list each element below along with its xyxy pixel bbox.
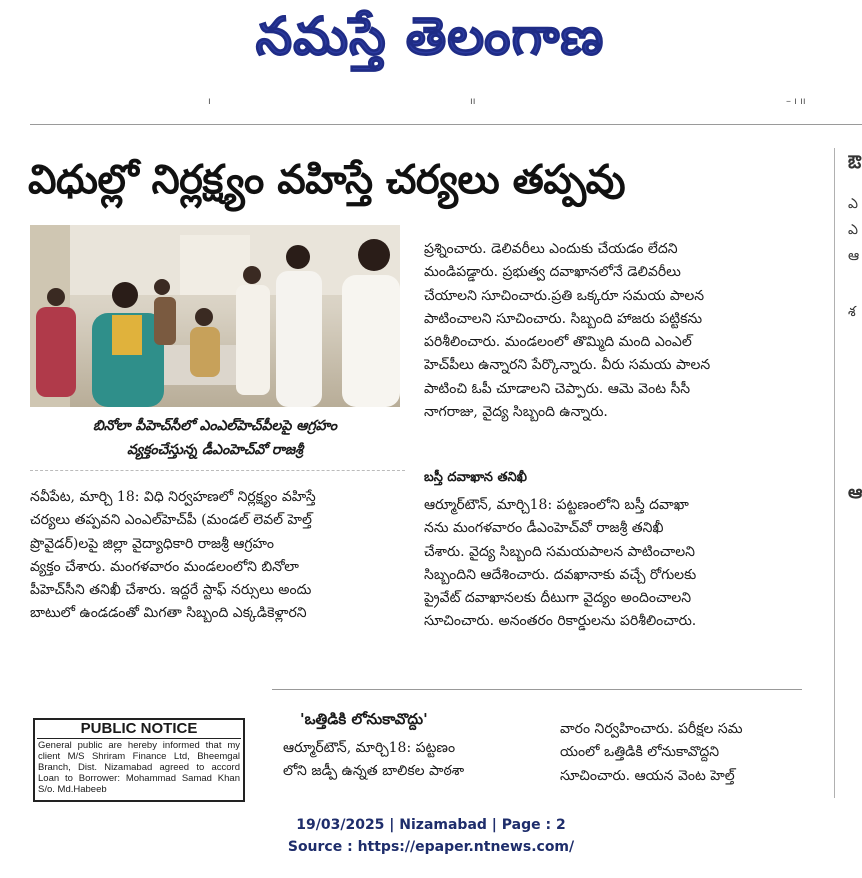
masthead (0, 0, 862, 78)
caption-divider (30, 470, 405, 471)
public-notice-title: PUBLIC NOTICE (37, 720, 241, 739)
top-divider (30, 124, 862, 125)
text-line: వ్యక్తం చేశారు. మంగళవారం మండలంలోని బినోలా (30, 558, 299, 575)
text-line: ప్రైవేట్ దవాఖానలకు దీటుగా వైద్యం అందించాలని (424, 590, 692, 607)
caption-line: బినోలా పీహెచ్‌సీలో ఎంఎల్‌హెచ్‌పీలపై ఆగ్రహం (92, 418, 338, 434)
caption-line: వ్యక్తంచేస్తున్న డీఎంహెచ్‌వో రాజశ్రీ (127, 442, 303, 458)
text-line: చేయాలని సూచించారు.ప్రతి ఒక్కరూ సమయ పాలన (424, 287, 705, 304)
adjacent-column-fragment: ఆ (848, 248, 860, 264)
news-photo (30, 225, 400, 407)
subheading: బస్తీ దవాఖాన తనిఖీ (424, 470, 527, 485)
text-line: వారం నిర్వహించారు. పరీక్షల సమ (560, 721, 743, 737)
text-line: సిబ్బందిని ఆదేశించారు. దవఖానాకు వచ్చే రోగులకు (424, 566, 697, 583)
newspaper-logo: నమస్తే తెలంగాణ (255, 7, 605, 67)
page-headline: విధుల్లో నిర్లక్ష్యం వహిస్తే చర్యలు తప్పవు (28, 157, 626, 203)
text-line: హెచ్‌పీలు ఉన్నారని పేర్కొన్నారు. వీరు సమయ పాలన (424, 357, 711, 374)
text-line: పరిశీలించారు. మండలంలో తొమ్మిది మంది ఎంఎల్ (424, 334, 692, 351)
article-body-right-top (424, 238, 796, 424)
text-line: యంలో ఒత్తిడికి లోనుకావొద్దని (560, 744, 720, 761)
text-line: ప్రశ్నించారు. డెలివరీలు ఎందుకు చేయడం లేదని (424, 241, 678, 257)
text-line: లోని జడ్పీ ఉన్నత బాలికల పాఠశా (283, 763, 465, 780)
article-body-right-mid (424, 494, 796, 634)
public-notice-box (33, 718, 245, 802)
adjacent-column-fragment: శ (848, 304, 856, 320)
text-line: సూచించారు. ఆయన వెంట హెల్త్ (560, 767, 735, 784)
text-line: బాటులో ఉండడంతో మిగతా సిబ్బంది ఎక్కడికెళ్లారని (30, 605, 307, 622)
adjacent-column-fragment: ఎ (848, 196, 858, 212)
section-divider (272, 689, 802, 690)
sub-article-title: 'ఒత్తిడికి లోనుకావొద్దు' (300, 710, 428, 728)
sub-article-body-left (283, 737, 533, 784)
public-notice-body: General public are hereby informed that my client M/S Shriram Finance Ltd, Bheemgal Branch, Dist. Nizamabad agreed to accord Loan to Borrower: Mohammad Samad Khan S/o. Md.Habeeb (38, 740, 240, 795)
text-line: పాటించి ఓపీ చూడాలని చెప్పారు. ఆమె వెంట సీసీ (424, 380, 691, 397)
text-line: చేశారు. వైద్య సిబ్బంది సమయపాలన పాటించాలని (424, 543, 696, 560)
date-edition-page: 19/03/2025 | Nizamabad | Page : 2 (296, 817, 566, 833)
adjacent-column-fragment: ఆ (848, 482, 862, 503)
text-line: నవీపేట, మార్చి 18: విధి నిర్వహణలో నిర్లక్ష్యం వహిస్తే (30, 489, 316, 505)
adjacent-column-fragment: ఔ (848, 152, 862, 173)
column-divider (834, 148, 835, 798)
text-line: పీహెచ్‌సీని తనిఖీ చేశారు. ఇద్దరే స్టాఫ్ నర్సులు అందు (30, 582, 312, 599)
page-mark: ı (208, 96, 211, 107)
page-mark: ıı (470, 96, 476, 107)
page-mark: – ı ıı (786, 96, 806, 107)
text-line: నను మంగళవారం డీఎంహెచ్‌వో రాజశ్రీ తనిఖీ (424, 520, 664, 537)
article-body-left (30, 486, 400, 626)
adjacent-column-fragment: ఎ (848, 222, 858, 238)
sub-article-body-right (560, 718, 812, 788)
source-link[interactable]: Source : https://epaper.ntnews.com/ (287, 839, 575, 855)
text-line: నాగరాజు, వైద్య సిబ్బంది ఉన్నారు. (424, 404, 608, 421)
text-line: పాటించాలని సూచించారు. సిబ్బంది హాజరు పట్టికను (424, 310, 703, 327)
page-footer (0, 814, 862, 858)
text-line: చర్యలు తప్పవని ఎంఎల్‌హెచ్‌పీ (మండల్ లెవల్ హెల్త్ (30, 512, 312, 529)
text-line: సూచించారు. అనంతరం రికార్డులను పరిశీలించారు. (424, 613, 697, 630)
text-line: ఆర్మూర్‌టౌన్, మార్చి18: పట్టణం (283, 740, 456, 756)
text-line: ఆర్మూర్‌టౌన్, మార్చి18: పట్టణంలోని బస్తీ దవాఖా (424, 497, 689, 513)
photo-caption (30, 414, 400, 462)
text-line: మండిపడ్డారు. ప్రభుత్వ దవాఖానలోనే డెలివరీలు (424, 264, 681, 281)
text-line: ప్రొవైడర్)లపై జిల్లా వైద్యాధికారి రాజశ్రీ ఆగ్రహం (30, 535, 274, 552)
